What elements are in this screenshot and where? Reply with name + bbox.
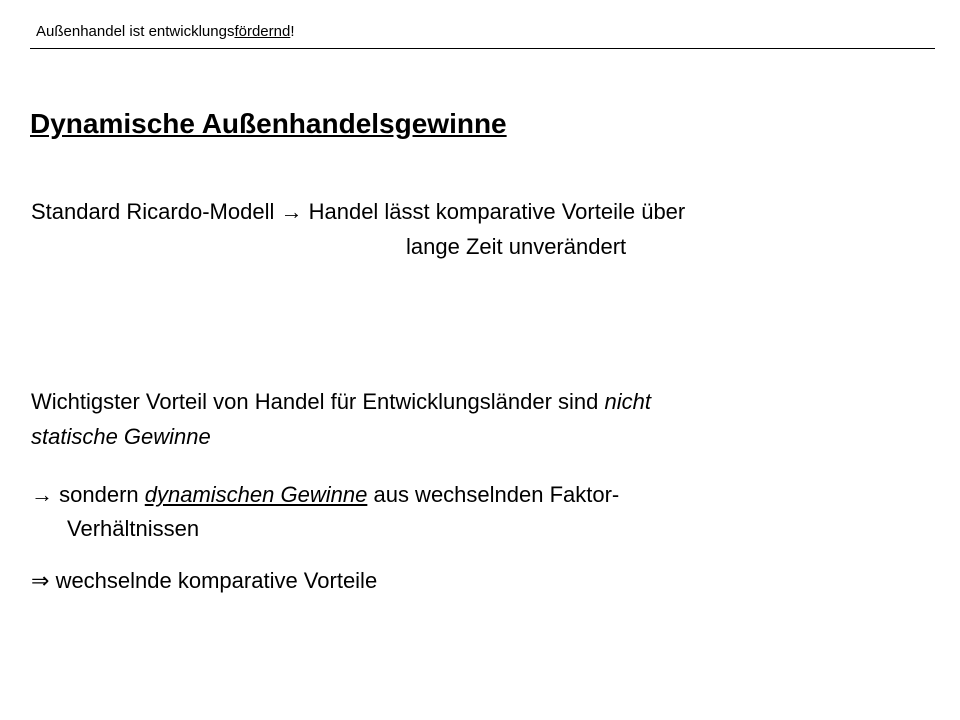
advantage-text: Wichtigster Vorteil von Handel für Entwicklungsländer sind — [31, 389, 599, 414]
ricardo-model-text: Standard Ricardo-Modell — [31, 199, 275, 224]
ricardo-line-2: lange Zeit unverändert — [406, 234, 627, 259]
advantage-emphasis: nicht — [604, 389, 651, 414]
header-divider — [30, 48, 935, 49]
right-arrow-icon: → — [280, 199, 303, 224]
header-suffix: ! — [290, 23, 295, 40]
conclusion-text: wechselnde komparative Vorteile — [55, 568, 378, 593]
advantage-line-2: statische Gewinne — [31, 424, 211, 449]
header-underlined-text: fördernd — [234, 23, 291, 40]
advantage-line-1 — [31, 387, 651, 417]
implies-arrow-icon: ⇒ — [31, 568, 50, 593]
dynamic-gains-line-1 — [31, 480, 619, 510]
right-arrow-icon: → — [31, 482, 53, 507]
header-text: Außenhandel ist entwicklungs — [36, 23, 235, 40]
slide-title: Dynamische Außenhandelsgewinne — [30, 108, 507, 139]
dynamic-gains-line-2: Verhältnissen — [67, 516, 200, 541]
dynamic-gains-rest: aus wechselnden Faktor- — [373, 482, 620, 507]
conclusion-line — [31, 566, 377, 596]
slide-header — [36, 22, 295, 42]
dynamic-gains-term: dynamischen Gewinne — [144, 482, 368, 507]
dynamic-gains-lead: sondern — [59, 482, 139, 507]
ricardo-line-1 — [31, 197, 685, 227]
ricardo-consequence-text: Handel lässt komparative Vorteile über — [308, 199, 686, 224]
